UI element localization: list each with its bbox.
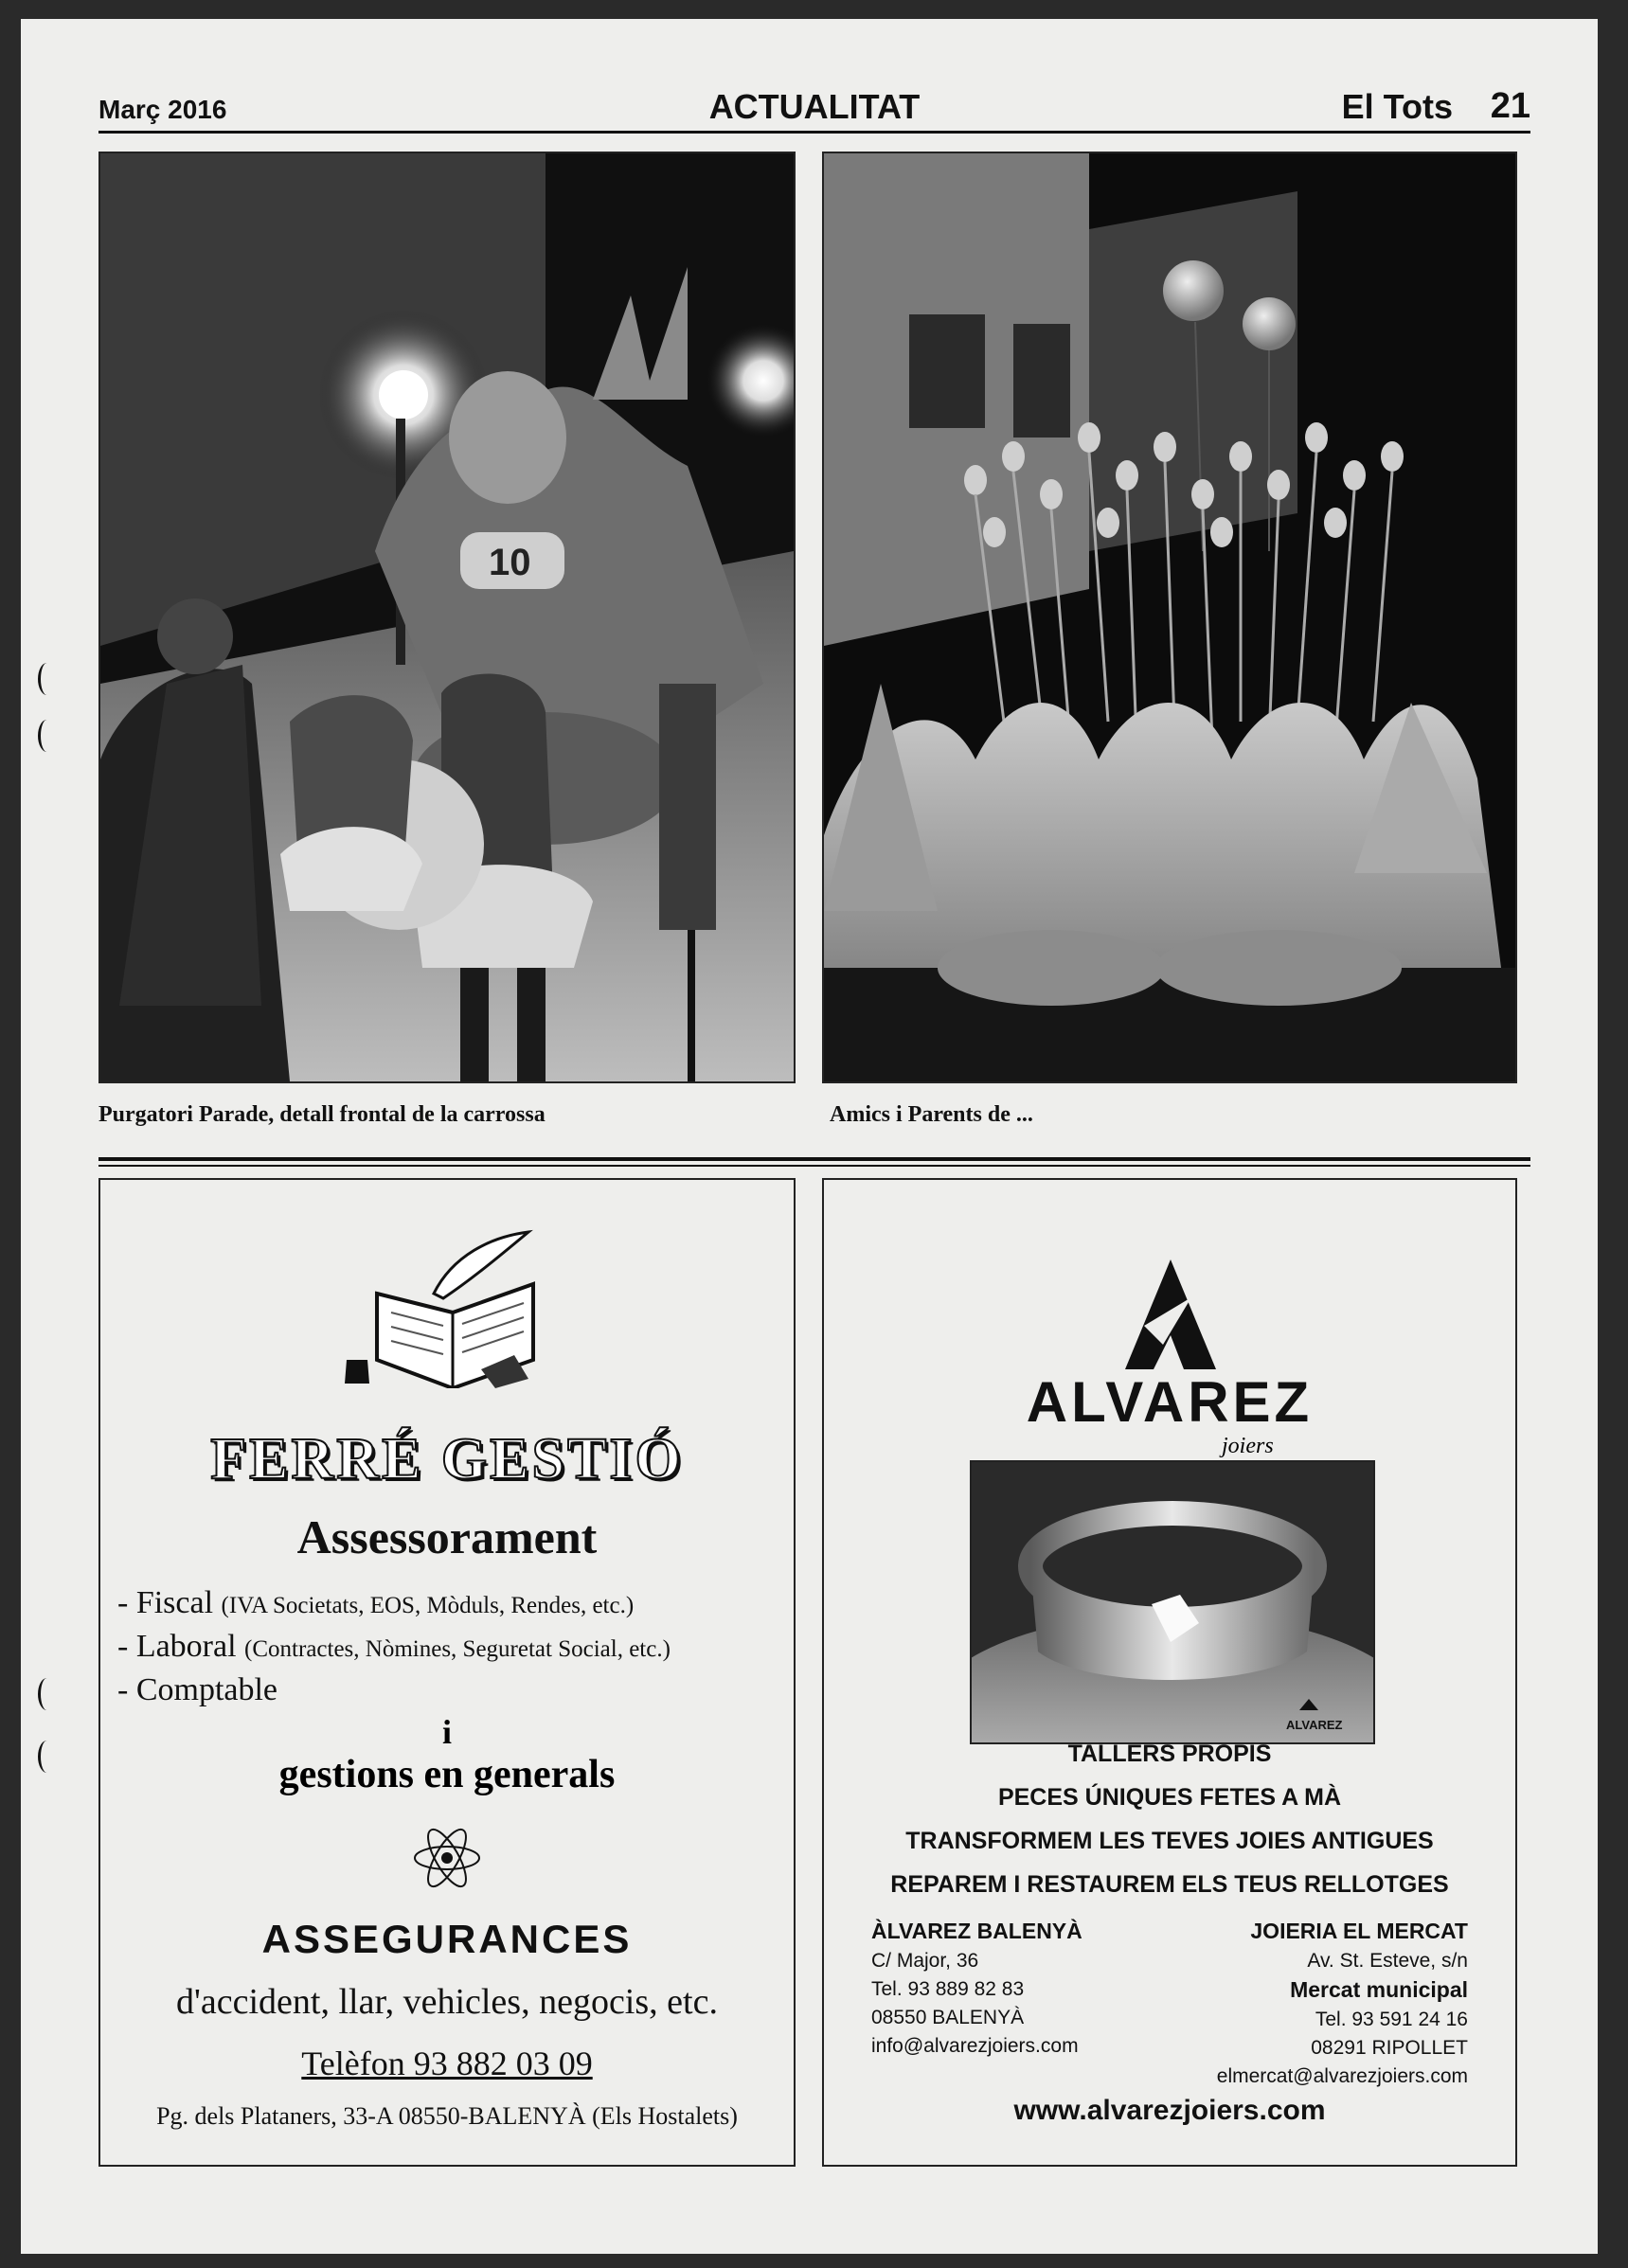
ring-brand-mark: ALVAREZ <box>1286 1718 1343 1732</box>
ad-slogan: REPAREM I RESTAUREM ELS TEUS RELLOTGES <box>890 1871 1449 1898</box>
ad-slogan: TRANSFORMEM LES TEVES JOIES ANTIGUES <box>905 1828 1434 1854</box>
section-divider <box>98 1165 1530 1167</box>
store-phone: Tel. 93 591 24 16 <box>1315 2009 1468 2030</box>
page-header <box>98 86 1530 131</box>
general-services: gestions en generals <box>278 1753 616 1796</box>
business-subtitle: Assessorament <box>296 1510 598 1563</box>
store-city: 08291 RIPOLLET <box>1311 2037 1468 2059</box>
store-phone: Tel. 93 889 82 83 <box>871 1978 1025 2000</box>
diamond-ring-photo <box>970 1460 1375 1744</box>
section-divider <box>98 1157 1530 1161</box>
store-email: info@alvarezjoiers.com <box>871 2035 1079 2057</box>
brand-name: ALVAREZ <box>1026 1370 1314 1434</box>
page-number: 21 <box>1490 86 1530 126</box>
photo-caption: Amics i Parents de ... <box>830 1102 1033 1127</box>
store-city: 08550 BALENYÀ <box>871 2007 1025 2028</box>
store-name: ÀLVAREZ BALENYÀ <box>871 1919 1082 1943</box>
phone-number: Telèfon 93 882 03 09 <box>301 2045 593 2082</box>
store-email: elmercat@alvarezjoiers.com <box>1216 2065 1468 2087</box>
header-rule <box>98 131 1530 134</box>
night-parade-float-photo <box>98 152 796 1083</box>
service-line: - Comptable <box>117 1672 278 1707</box>
store-address-balenya <box>871 1917 1082 2061</box>
svg-text:10: 10 <box>489 542 531 583</box>
dancers-with-tulips-photo <box>822 152 1517 1083</box>
service-line: - Laboral (Contractes, Nòmines, Seguretat Social, etc.) <box>117 1629 671 1664</box>
ferre-gestio-ad <box>98 1178 796 2167</box>
binding-hole-mark <box>38 1741 56 1773</box>
service-line: - Fiscal (IVA Societats, EOS, Mòduls, Rendes, etc.) <box>117 1585 635 1620</box>
issue-date: Març 2016 <box>98 95 227 124</box>
atom-icon <box>409 1820 485 1896</box>
alvarez-joiers-ad <box>822 1178 1517 2167</box>
section-title: ACTUALITAT <box>708 87 921 126</box>
ad-slogan: TALLERS PROPIS <box>1067 1741 1272 1767</box>
business-name: FERRÉ GESTIÓ <box>210 1427 684 1491</box>
store-market: Mercat municipal <box>1290 1977 1468 2002</box>
alvarez-mountain-logo-icon <box>1125 1259 1216 1369</box>
binding-hole-mark <box>38 1678 56 1710</box>
brand-tagline: joiers <box>1222 1434 1274 1458</box>
binding-hole-mark <box>38 663 56 695</box>
store-street: Av. St. Esteve, s/n <box>1307 1950 1468 1972</box>
insurance-types: d'accident, llar, vehicles, negocis, etc. <box>176 1982 718 2022</box>
conjunction: i <box>441 1713 452 1751</box>
store-name: JOIERIA EL MERCAT <box>1250 1919 1468 1943</box>
store-street: C/ Major, 36 <box>871 1950 979 1972</box>
ad-slogan: PECES ÚNIQUES FETES A MÀ <box>997 1784 1342 1811</box>
website: www.alvarezjoiers.com <box>1013 2095 1326 2126</box>
binding-hole-mark <box>38 720 56 752</box>
address: Pg. dels Plataners, 33-A 08550-BALENYÀ (Els Hostalets) <box>156 2102 738 2130</box>
publication-name: El Tots <box>1341 87 1453 126</box>
book-quill-icon <box>339 1227 566 1388</box>
store-address-ripollet <box>1217 1917 1468 2091</box>
insurance-title: ASSEGURANCES <box>261 1917 633 1961</box>
photo-caption: Purgatori Parade, detall frontal de la carrossa <box>98 1102 546 1127</box>
